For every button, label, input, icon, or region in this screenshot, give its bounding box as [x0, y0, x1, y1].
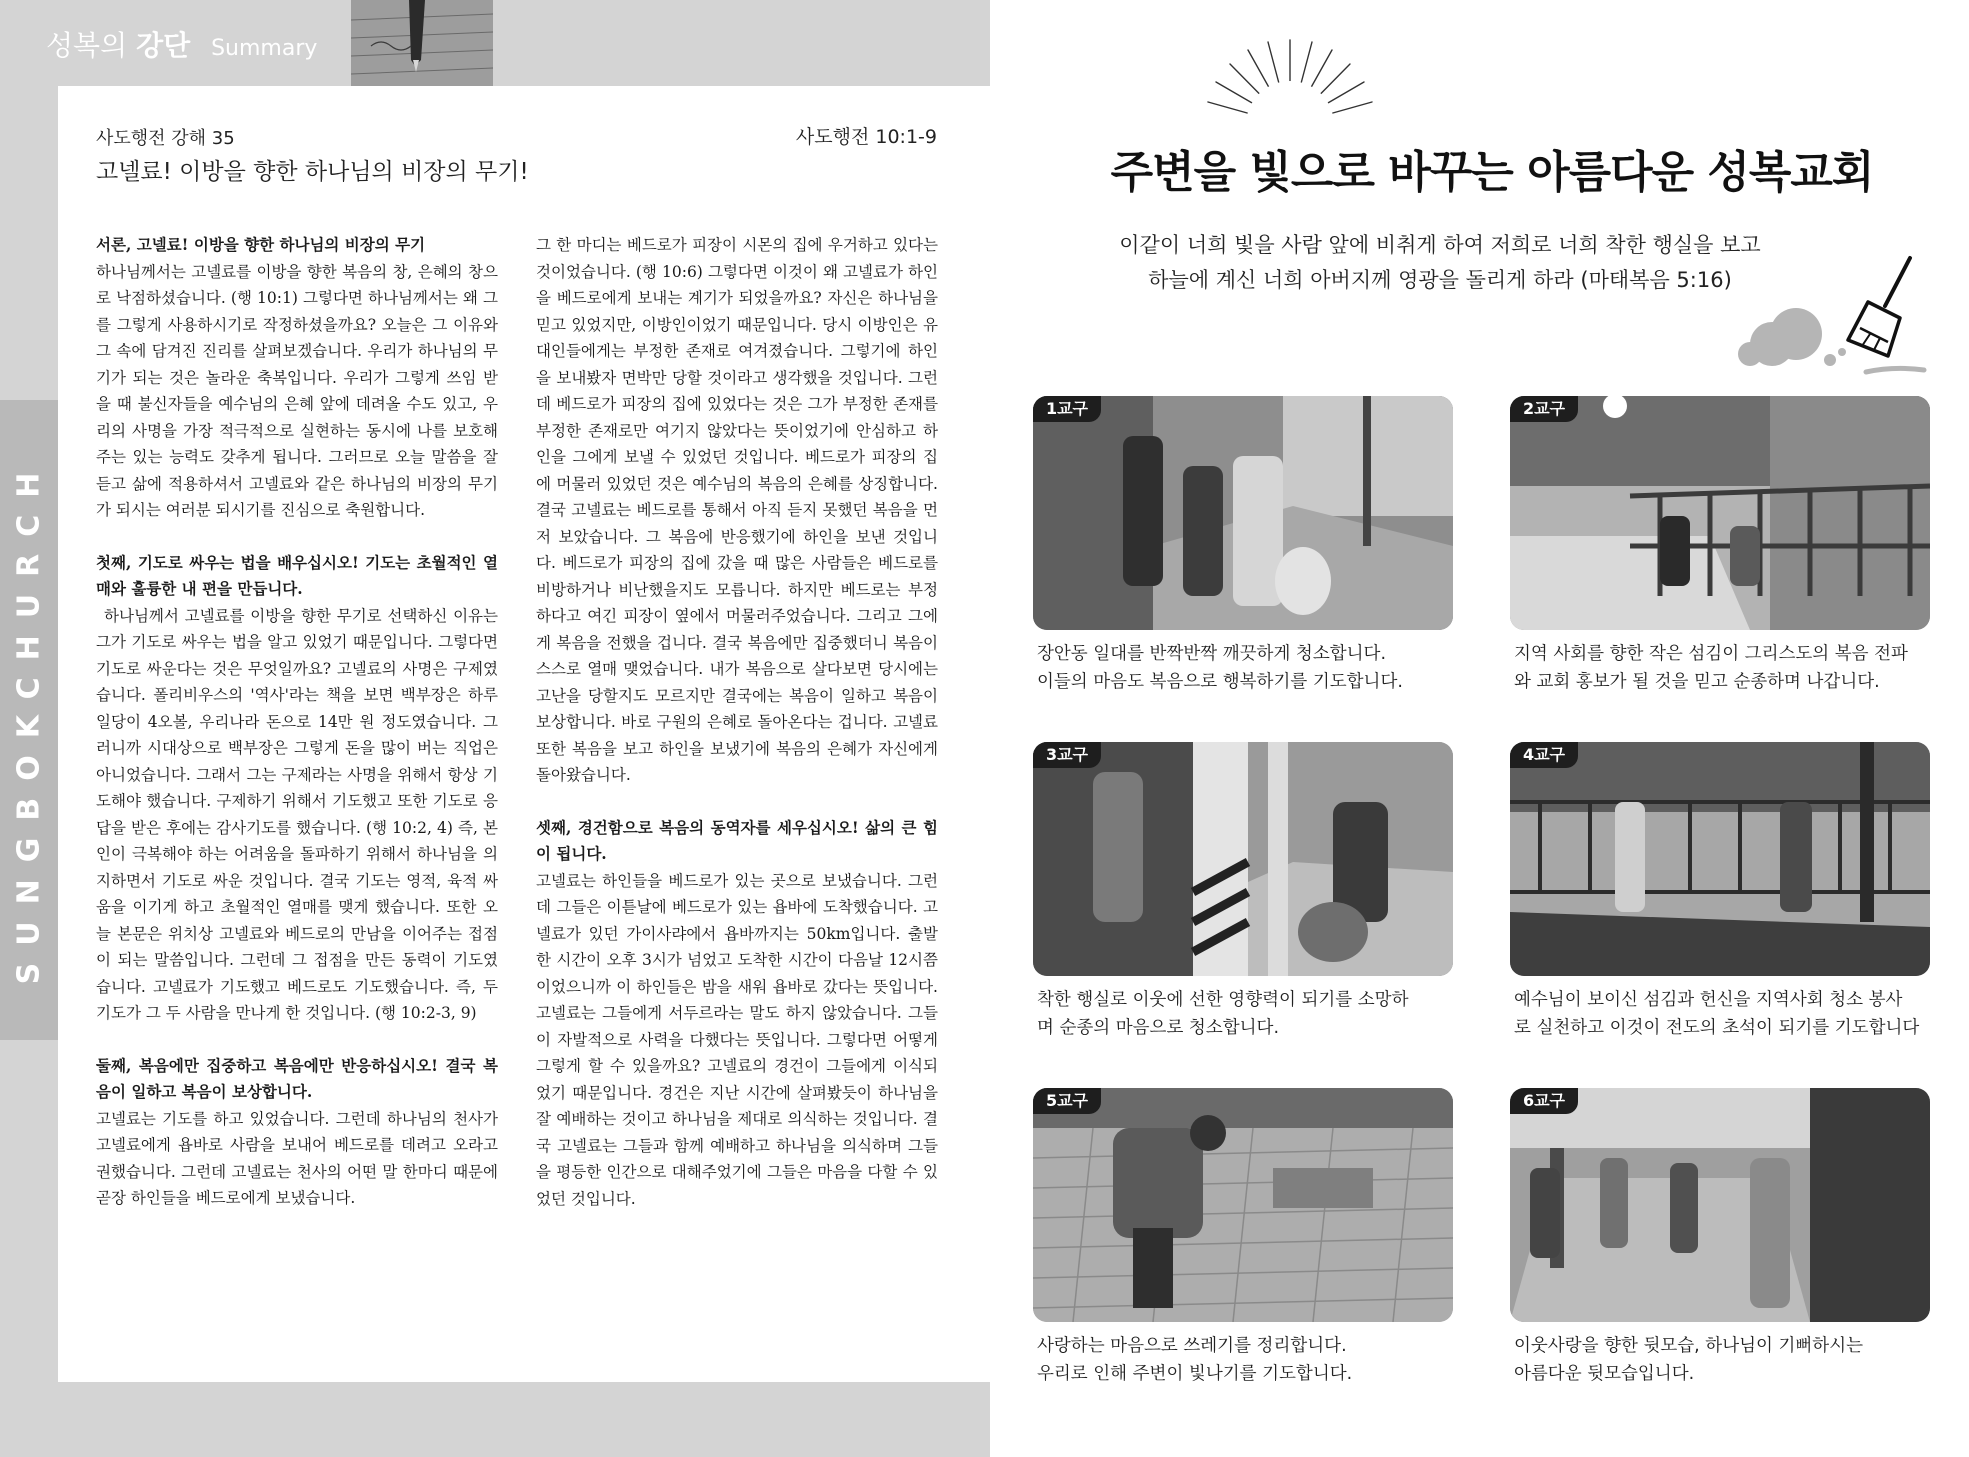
section-heading: 첫째, 기도로 싸우는 법을 배우십시오! 기도는 초월적인 열매와 훌륭한 내 편을 만듭니다. — [96, 552, 498, 598]
photo-caption — [1514, 1332, 1944, 1388]
caption-line: 예수님이 보이신 섬김과 헌신을 지역사회 청소 봉사 — [1514, 990, 1903, 1010]
paragraph: 그 한 마디는 베드로가 피장이 시몬의 집에 우거하고 있다는 것이었습니다. (행 10:6) 그렇다면 이것이 왜 고넬료가 하인을 베드로에게 보내는 계기가 되었을까요? 자신은 하나님을 믿고 있었지만, 이방인이었기 때문입니다. 당시 이방인은 유대인들에게는 부정한 존재로 여겨졌습니다. 그렇기에 하인을 보내봤자 면박만 당할 것이라고 생각했을 것입니다. 그런데 베드로가 피장의 집에 있었다는 것은 그가 부정한 존재를 부정한 존재로만 여기지 않았다는 뜻이었기에 안심하고 하인을 그에게 보낼 수 있었던 것입니다. 베드로가 피장의 집에 머물러 있었던 것은 예수님의 복음의 은혜를 상징합니다. 결국 고넬료는 베드로를 통해서 아직 듣지 못했던 복음을 먼저 보았습니다. 그 복음에 반응했기에 하인을 보낸 것입니다. 베드로가 피장의 집에 갔을 때 많은 사람들은 베드로를 비방하거나 비난했을지도 모릅니다. 하지만 베드로는 부정하다고 여긴 피장이 옆에서 머물러주었습니다. 그리고 그에게 복음을 전했을 겁니다. 결국 복음에만 집중했더니 복음이 스스로 열매 맺었습니다. 내가 복음으로 살다보면 당시에는 고난을 당할지도 모르지만 결국에는 복음이 일하고 복음이 보상합니다. 바로 구원의 은혜로 돌아온다는 겁니다. 고넬료 또한 복음을 보고 하인을 보냈기에 복음의 은혜가 자신에게 돌아왔습니다. — [536, 236, 938, 784]
district-badge: 1교구 — [1033, 396, 1101, 422]
paragraph: 하나님께서 고넬료를 이방을 향한 무기로 선택하신 이유는 그가 기도로 싸우는 법을 알고 있었기 때문입니다. 그렇다면 기도로 싸운다는 것은 무엇일까요? 고넬료의 사명은 구제였습니다. 폴리비우스의 '역사'라는 책을 보면 백부장은 하루 일당이 4오볼, 우리나라 돈으로 14만 원 정도였습니다. 그러니까 시대상으로 백부장은 그렇게 돈을 많이 버는 직업은 아니었습니다. 그래서 그는 구제라는 사명을 위해서 항상 기도해야 했습니다. 구제하기 위해서 기도했고 또한 기도로 응답을 받은 후에는 감사기도를 했습니다. (행 10:2, 4) 즉, 본인이 극복해야 하는 어려움을 돌파하기 위해서 하나님을 의지하면서 기도로 싸운 것입니다. 결국 기도는 영적, 육적 싸움을 이기게 하고 초월적인 열매를 맺게 했습니다. 또한 오늘 본문은 위치상 고넬료와 베드로의 만남을 이어주는 접점이 되는 말씀입니다. 그런데 그 접점을 만든 동력이 기도였습니다. 고넬료가 기도했고 베드로도 기도했습니다. 즉, 두 기도가 그 두 사람을 만나게 한 것입니다. (행 10:2-3, 9) — [96, 606, 498, 1022]
section-header — [46, 24, 317, 64]
sermon-title: 고넬료! 이방을 향한 하나님의 비장의 무기! — [96, 159, 529, 185]
sermon-column-1 — [96, 232, 498, 1212]
caption-line: 로 실천하고 이것이 전도의 초석이 되기를 기도합니다 — [1514, 1018, 1920, 1038]
header-prefix: 성복의 — [46, 29, 128, 62]
caption-line: 며 순종의 마음으로 청소합니다. — [1037, 1018, 1280, 1038]
photo-district-2 — [1510, 396, 1930, 630]
paragraph: 하나님께서는 고넬료를 이방을 향한 복음의 창, 은혜의 창으로 낙점하셨습니다. (행 10:1) 그렇다면 하나님께서는 왜 그를 그렇게 사용하시기로 작정하셨을까요? 오늘은 그 이유와 그 속에 담겨진 진리를 살펴보겠습니다. 우리가 하나님의 무기가 되는 것은 놀라운 축복입니다. 우리가 그렇게 쓰임 받을 때 불신자들을 예수님의 은혜 앞에 데려올 수도 있고, 우리의 사명을 가장 적극적으로 실현하는 동시에 나를 보호해 주는 있는 능력도 갖추게 됩니다. 그러므로 오늘 말씀을 잘 듣고 삶에 적용하셔서 고넬료와 같은 하나님의 비장의 무기가 되시는 여러분 되시기를 진심으로 축원합니다. — [96, 262, 498, 519]
section-heading: 둘째, 복음에만 집중하고 복음에만 반응하십시오! 결국 복음이 일하고 복음이 보상합니다. — [96, 1055, 498, 1101]
pen-writing-image — [351, 0, 493, 86]
scripture-reference: 사도행전 10:1-9 — [795, 126, 937, 148]
bible-verse — [1060, 228, 1820, 298]
district-badge: 5교구 — [1033, 1088, 1101, 1114]
caption-line: 사랑하는 마음으로 쓰레기를 정리합니다. — [1037, 1336, 1347, 1356]
header-bold: 강단 — [136, 29, 191, 62]
photo-district-1 — [1033, 396, 1453, 630]
verse-line: 이같이 너희 빛을 사람 앞에 비취게 하여 저희로 너희 착한 행실을 보고 — [1119, 233, 1761, 257]
photo-district-4 — [1510, 742, 1930, 976]
caption-line: 착한 행실로 이웃에 선한 영향력이 되기를 소망하 — [1037, 990, 1409, 1010]
section-heading: 서론, 고넬료! 이방을 향한 하나님의 비장의 무기 — [96, 235, 426, 254]
section-heading: 셋째, 경건함으로 복음의 동역자를 세우십시오! 삶의 큰 힘이 됩니다. — [536, 817, 938, 863]
photo-caption — [1514, 640, 1944, 696]
photo-district-5 — [1033, 1088, 1453, 1322]
side-church-name: SUNGBOKCHURCH — [11, 455, 47, 985]
caption-line: 아름다운 뒷모습입니다. — [1514, 1364, 1695, 1384]
sermon-column-2 — [536, 232, 938, 1212]
paragraph: 고넬료는 기도를 하고 있었습니다. 그런데 하나님의 천사가 고넬료에게 욥바로 사람을 보내어 베드로를 데려고 오라고 권했습니다. 그런데 고넬료는 천사의 어떤 말 한마디 때문에 곧장 하인들을 베드로에게 보냈습니다. — [96, 1109, 498, 1207]
district-badge: 4교구 — [1510, 742, 1578, 768]
series-label: 사도행전 강해 35 — [96, 128, 235, 149]
photo-caption — [1514, 986, 1944, 1042]
district-badge: 2교구 — [1510, 396, 1578, 422]
caption-line: 장안동 일대를 반짝반짝 깨끗하게 청소합니다. — [1037, 644, 1387, 664]
caption-line: 이웃사랑을 향한 뒷모습, 하나님이 기뻐하시는 — [1514, 1336, 1864, 1356]
photo-caption — [1037, 1332, 1467, 1388]
district-badge: 6교구 — [1510, 1088, 1578, 1114]
header-english: Summary — [211, 36, 318, 61]
district-badge: 3교구 — [1033, 742, 1101, 768]
header-strip — [0, 0, 990, 86]
photo-caption — [1037, 986, 1467, 1042]
verse-line: 하늘에 계신 너희 아버지께 영광을 돌리게 하라 (마태복음 5:16) — [1148, 268, 1732, 292]
photo-caption — [1037, 640, 1467, 696]
sunburst-icon — [1190, 30, 1390, 130]
caption-line: 우리로 인해 주변이 빛나기를 기도합니다. — [1037, 1364, 1353, 1384]
photo-district-3 — [1033, 742, 1453, 976]
paragraph: 고넬료는 하인들을 베드로가 있는 곳으로 보냈습니다. 그런데 그들은 이튿날에 베드로가 있는 욥바에 도착했습니다. 고넬료가 있던 가이사랴에서 욥바까지는 50km입니다. 출발한 시간이 오후 3시가 넘었고 도착한 시간이 다음날 12시쯤이었으니까 이 하인들은 밤을 새워 욥바로 갔다는 뜻입니다. 고넬료는 그들에게 서두르라는 말도 하지 않았습니다. 그들이 자발적으로 사력을 다했다는 뜻입니다. 그렇다면 어떻게 그렇게 할 수 있을까요? 고넬료의 경건이 그들에게 이식되었기 때문입니다. 경건은 지난 시간에 살펴봤듯이 하나님을 잘 예배하는 것이고 하나님을 제대로 의식하는 것입니다. 결국 고넬료는 그들과 함께 예배하고 하나님을 의식하며 그들을 평등한 인간으로 대해주었기에 그들은 마음을 다할 수 있었던 것입니다. — [536, 871, 938, 1208]
broom-icon — [1710, 248, 1930, 388]
page-title: 주변을 빛으로 바꾸는 아름다운 성복교회 — [1110, 147, 1874, 198]
caption-line: 지역 사회를 향한 작은 섬김이 그리스도의 복음 전파 — [1514, 644, 1908, 664]
caption-line: 이들의 마음도 복음으로 행복하기를 기도합니다. — [1037, 672, 1403, 692]
photo-district-6 — [1510, 1088, 1930, 1322]
caption-line: 와 교회 홍보가 될 것을 믿고 순종하며 나갑니다. — [1514, 672, 1880, 692]
